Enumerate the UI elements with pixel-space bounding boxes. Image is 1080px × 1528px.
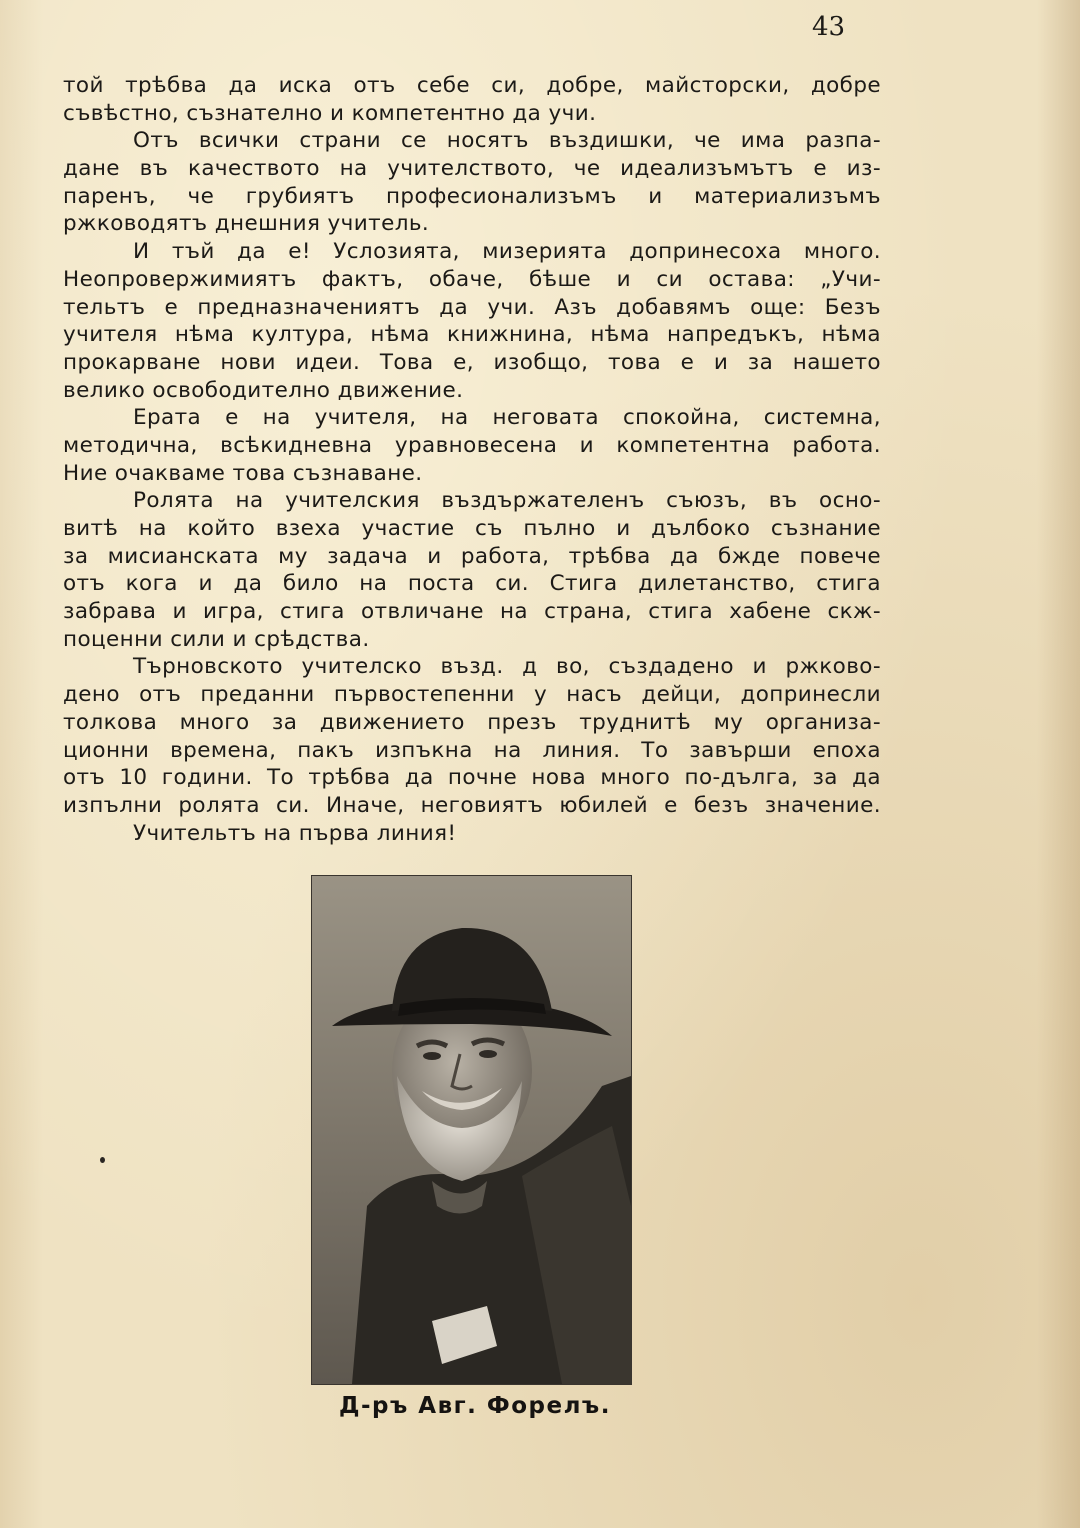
text-line: учителя нѣма култура, нѣма книжнина, нѣма напредъкъ, нѣма — [63, 322, 881, 348]
text-line: за мисианската му задача и работа, трѣбва да бжде повече — [63, 543, 881, 569]
text-line: паренъ, че грубиятъ професионализъмъ и материализъмъ — [63, 183, 881, 209]
paragraph-start-line: Ролята на учителския въздържателенъ съюзъ, въ осно- — [133, 488, 881, 514]
text-line: ционни времена, пакъ изпъкна на линия. То завърши епоха — [63, 737, 881, 763]
text-line: толкова много за движението презъ труднитѣ му организа- — [63, 709, 881, 735]
text-line: тельтъ е предназначениятъ да учи. Азъ добавямъ още: Безъ — [63, 294, 881, 320]
text-line: поценни сили и срѣдства. — [63, 626, 370, 652]
text-line: съвѣстно, съзнателно и компетентно да учи. — [63, 100, 597, 126]
text-line: дане въ качеството на учителството, че идеализъмътъ е из- — [63, 156, 881, 182]
text-line: прокарване нови идеи. Това е, изобщо, това е и за нашето — [63, 349, 881, 375]
text-line: ржководятъ днешния учитель. — [63, 211, 430, 237]
article-body — [63, 72, 881, 847]
text-line: методична, всѣкидневна уравновесена и компетентна работа. — [63, 432, 881, 458]
paragraph-start-line: Търновското учителско възд. д во, създадено и ржково- — [133, 654, 881, 680]
text-line: отъ 10 години. То трѣбва да почне нова много по-дълга, за да — [63, 765, 881, 791]
paragraph-start-line: Отъ всички страни се носятъ въздишки, че има разпа- — [133, 128, 881, 154]
print-speck — [100, 1157, 105, 1163]
portrait-photo — [311, 875, 632, 1385]
text-line: витѣ на който взеха участие съ пълно и дълбоко съзнание — [63, 516, 881, 541]
paragraph-start-line: И тъй да е! Услозията, мизерията допринесоха много. — [133, 239, 881, 265]
text-line: Ние очакваме това съзнаване. — [63, 460, 423, 486]
text-line: той трѣбва да иска отъ себе си, добре, майсторски, добре — [63, 73, 881, 98]
text-line: изпълни ролята си. Иначе, неговиятъ юбилей е безъ значение. — [63, 792, 881, 818]
paragraph-start-line: Ерата е на учителя, на неговата спокойна, системна, — [133, 405, 881, 431]
text-line: дено отъ преданни първостепенни у насъ дейци, допринесли — [63, 682, 881, 708]
photo-caption: Д-ръ Авг. Форелъ. — [339, 1393, 611, 1419]
text-line: Неопровержимиятъ фактъ, обаче, бѣше и си остава: „Учи- — [63, 266, 881, 292]
text-line: забрава и игра, стига отвличане на страна, стига хабене скж- — [63, 599, 881, 625]
paragraph-start-line: Учительтъ на първа линия! — [133, 820, 457, 846]
page-number: 43 — [812, 12, 846, 42]
text-line: велико освободително движение. — [63, 377, 464, 403]
text-line: отъ кога и да било на поста си. Стига дилетанство, стига — [63, 571, 881, 597]
